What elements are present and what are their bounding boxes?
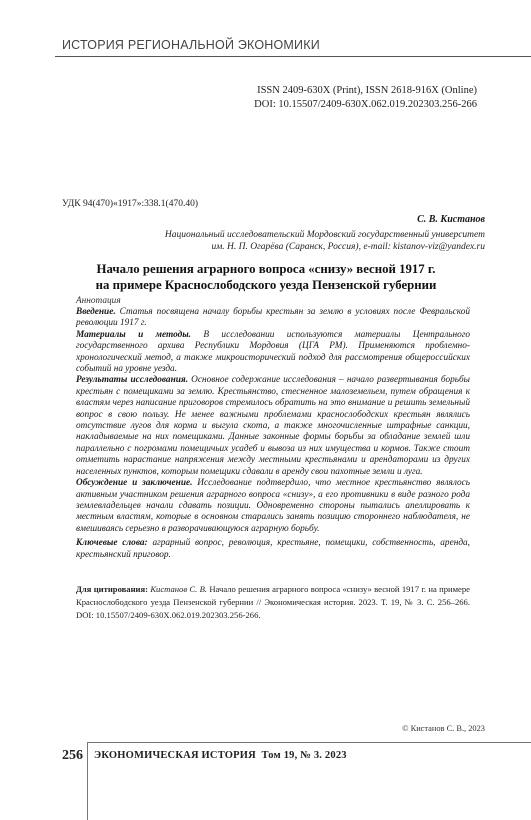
footer-vertical-divider bbox=[87, 742, 88, 820]
keywords-text: аграрный вопрос, революция, крестьяне, помещики, собственность, аренда, крестьянский приговор. bbox=[76, 538, 470, 560]
journal-footer: ЭКОНОМИЧЕСКАЯ ИСТОРИЯ Том 19, № 3. 2023 bbox=[94, 750, 347, 761]
affiliation bbox=[65, 229, 485, 253]
citation-text: Начало решения аграрного вопроса «снизу» весной 1917 г. на примере Краснослободского уезда Пензенской губернии // Экономическая история. 2023. Т. 19, № 3. С. 256–266. DOI: 10.15507/2409-630X.062.019.202303.256-266. bbox=[76, 584, 470, 620]
abstract-label: Аннотация bbox=[76, 296, 121, 306]
methods-heading: Материалы и методы. bbox=[76, 329, 192, 340]
abstract-keywords bbox=[76, 538, 470, 561]
results-heading: Результаты исследования. bbox=[76, 375, 189, 386]
citation-block bbox=[76, 583, 470, 622]
author-name: С. В. Кистанов bbox=[417, 214, 485, 225]
affiliation-line-1: Национальный исследовательский Мордовский государственный университет bbox=[164, 230, 485, 240]
udc-code: УДК 94(470)«1917»:338.1(470.40) bbox=[62, 199, 199, 209]
abstract-discussion bbox=[76, 478, 470, 535]
doi-line: DOI: 10.15507/2409-630X.062.019.202303.256-266 bbox=[254, 99, 477, 110]
issn-line: ISSN 2409-630X (Print), ISSN 2618-916X (Online) bbox=[257, 85, 477, 96]
intro-text: Статья посвящена началу борьбы крестьян за землю в условиях после Февральской революции 1917 г. bbox=[76, 307, 470, 329]
article-title bbox=[62, 261, 470, 293]
abstract-introduction bbox=[76, 307, 470, 330]
citation-heading: Для цитирования: bbox=[76, 584, 149, 594]
title-line-1: Начало решения аграрного вопроса «снизу» весной 1917 г. bbox=[96, 262, 436, 276]
discussion-text: Исследование подтвердило, что местное крестьянство являлось активным участником решения аграрного вопроса «снизу», а его противники в виде разного рода землевладельцев начали сдавать позиции. Одновременно стороны пытались апеллировать к местным властям, которые в основном старались занять позицию стороннего наблюдателя, не вмешиваясь серьезно в разворачивающуюся аграрную борьбу. bbox=[76, 478, 470, 534]
citation-author: Кистанов С. В. bbox=[148, 584, 207, 594]
results-text: Основное содержание исследования – начало развертывания борьбы крестьян с помещиками за землю. Крестьянство, стесненное малоземельем, путем обращения к властям через написание приговоров стремилось обратить на это внимание и решить земельный вопрос в свою пользу. Не менее важными проблемами краснослободских крестьян являлись отсутствие лугов для корма и выгула скота, а также многочисленные штрафные санкции, накладываемые на них помещиками. Данные законные формы борьбы за обладание землей шли параллельно с погромами помещичьих усадеб и вывоза из них имущества и кормов. Также стоит отметить нарастание напряжения между местными крестьянами и арендаторами из других населенных пунктов, которым помещики сдавали в аренду свои пахотные земли и луга. bbox=[76, 375, 470, 477]
abstract bbox=[76, 307, 470, 561]
keywords-heading: Ключевые слова: bbox=[76, 538, 148, 549]
methods-text: В исследовании используются материалы Центрального государственного архива Республики Мордовия (ЦГА РМ). Применяются проблемно-хронологический метод, а также микроисторический подход для рассмотрения общероссийских событий на уровне уезда. bbox=[76, 329, 471, 375]
issn-block bbox=[254, 84, 477, 112]
intro-heading: Введение. bbox=[76, 307, 116, 317]
affiliation-line-2: им. Н. П. Огарёва (Саранск, Россия), e-mail: kistanov-viz@yandex.ru bbox=[211, 242, 485, 252]
title-line-2: на примере Краснослободского уезда Пензенской губернии bbox=[95, 278, 437, 292]
page-number: 256 bbox=[62, 748, 83, 763]
abstract-methods bbox=[76, 330, 470, 376]
header-divider bbox=[55, 56, 531, 57]
abstract-results bbox=[76, 375, 470, 478]
discussion-heading: Обсуждение и заключение. bbox=[76, 478, 193, 489]
section-header: ИСТОРИЯ РЕГИОНАЛЬНОЙ ЭКОНОМИКИ bbox=[62, 38, 320, 52]
copyright-notice: © Кистанов С. В., 2023 bbox=[402, 724, 485, 733]
footer-divider bbox=[88, 742, 531, 743]
